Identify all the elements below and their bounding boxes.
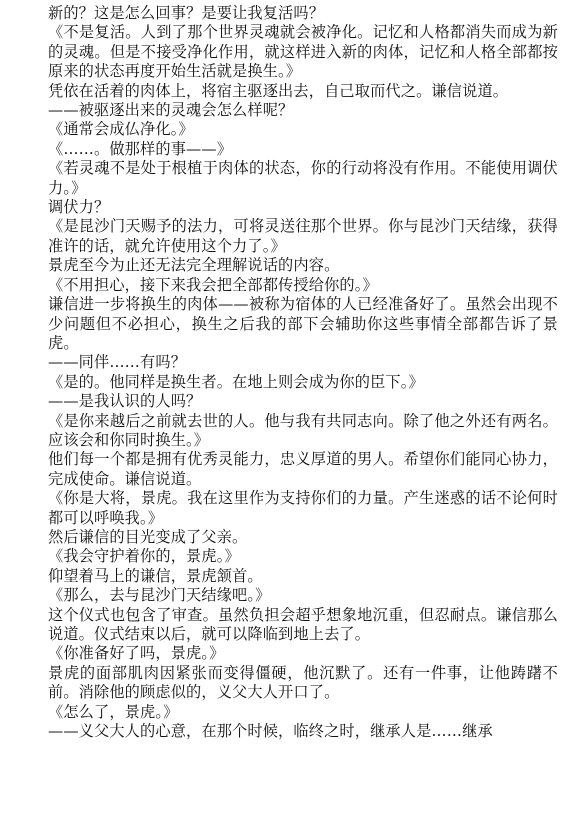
paragraph: 《通常会成仏净化。》: [48, 120, 194, 139]
paragraph: 谦信进一步将换生的肉体——被称为宿体的人已经准备好了。虽然会出现不少问题但不必担心，换生之后我的部下会辅助你这些事情全部都告诉了景虎。: [48, 295, 558, 352]
paragraph: 这个仪式也包含了审查。虽然负担会超乎想象地沉重，但忍耐点。谦信那么说道。仪式结束以后，就可以降临到地上去了。: [48, 605, 558, 643]
paragraph: 他们每一个都是拥有优秀灵能力，忠义厚道的男人。希望你们能同心协力，完成使命。谦信说道。: [48, 450, 558, 488]
paragraph: ——义父大人的心意，在那个时候，临终之时，继承人是……继承: [48, 722, 493, 741]
paragraph: 《是你来越后之前就去世的人。他与我有共同志向。除了他之外还有两名。应该会和你同时换生。》: [48, 411, 558, 449]
paragraph: 《不用担心，接下来我会把全部都传授给你的。》: [48, 275, 378, 294]
paragraph: 《我会守护着你的，景虎。》: [48, 547, 240, 566]
paragraph: 仰望着马上的谦信，景虎颔首。: [48, 566, 263, 585]
paragraph: 景虎至今为止还无法完全理解说话的内容。: [48, 256, 340, 275]
paragraph: 《怎么了，景虎。》: [48, 702, 179, 721]
paragraph: 《……。做那样的事——》: [48, 139, 233, 158]
paragraph: 《那么，去与昆沙门天结缘吧。》: [48, 586, 271, 605]
paragraph: ——被驱逐出来的灵魂会怎么样呢？: [48, 101, 294, 120]
paragraph: 《若灵魂不是处于根植于肉体的状态，你的行动将没有作用。不能使用调伏力。》: [48, 159, 558, 197]
paragraph: 凭依在活着的肉体上，将宿主驱逐出去，自己取而代之。谦信说道。: [48, 81, 509, 100]
paragraph: ——同伴……有吗？: [48, 353, 187, 372]
paragraph: 调伏力？: [48, 198, 110, 217]
paragraph: 《你准备好了吗，景虎。》: [48, 644, 225, 663]
paragraph: 新的？这是怎么回事？是要让我复活吗？: [48, 4, 325, 22]
paragraph: 《是的。他同样是换生者。在地上则会成为你的臣下。》: [48, 372, 424, 391]
paragraph: ——是我认识的人吗？: [48, 392, 202, 411]
paragraph: 景虎的面部肌肉因紧张而变得僵硬，他沉默了。还有一件事，让他踌躇不前。消除他的顾虑似的，义父大人开口了。: [48, 663, 558, 702]
paragraph: 《是昆沙门天赐予的法力，可将灵送往那个世界。你与昆沙门天结缘，获得准许的话，就允许使用这个力了。》: [48, 217, 558, 255]
paragraph: 《你是大将，景虎。我在这里作为支持你们的力量。产生迷惑的话不论何时都可以呼唤我。》: [48, 489, 558, 527]
document-body: [48, 4, 558, 741]
paragraph: 然后谦信的目光变成了父亲。: [48, 527, 248, 546]
paragraph: 《不是复活。人到了那个世界灵魂就会被净化。记忆和人格都消失而成为新的灵魂。但是不接受净化作用，就这样进入新的肉体，记忆和人格全部都按原来的状态再度开始生活就是换生。》: [48, 23, 558, 81]
